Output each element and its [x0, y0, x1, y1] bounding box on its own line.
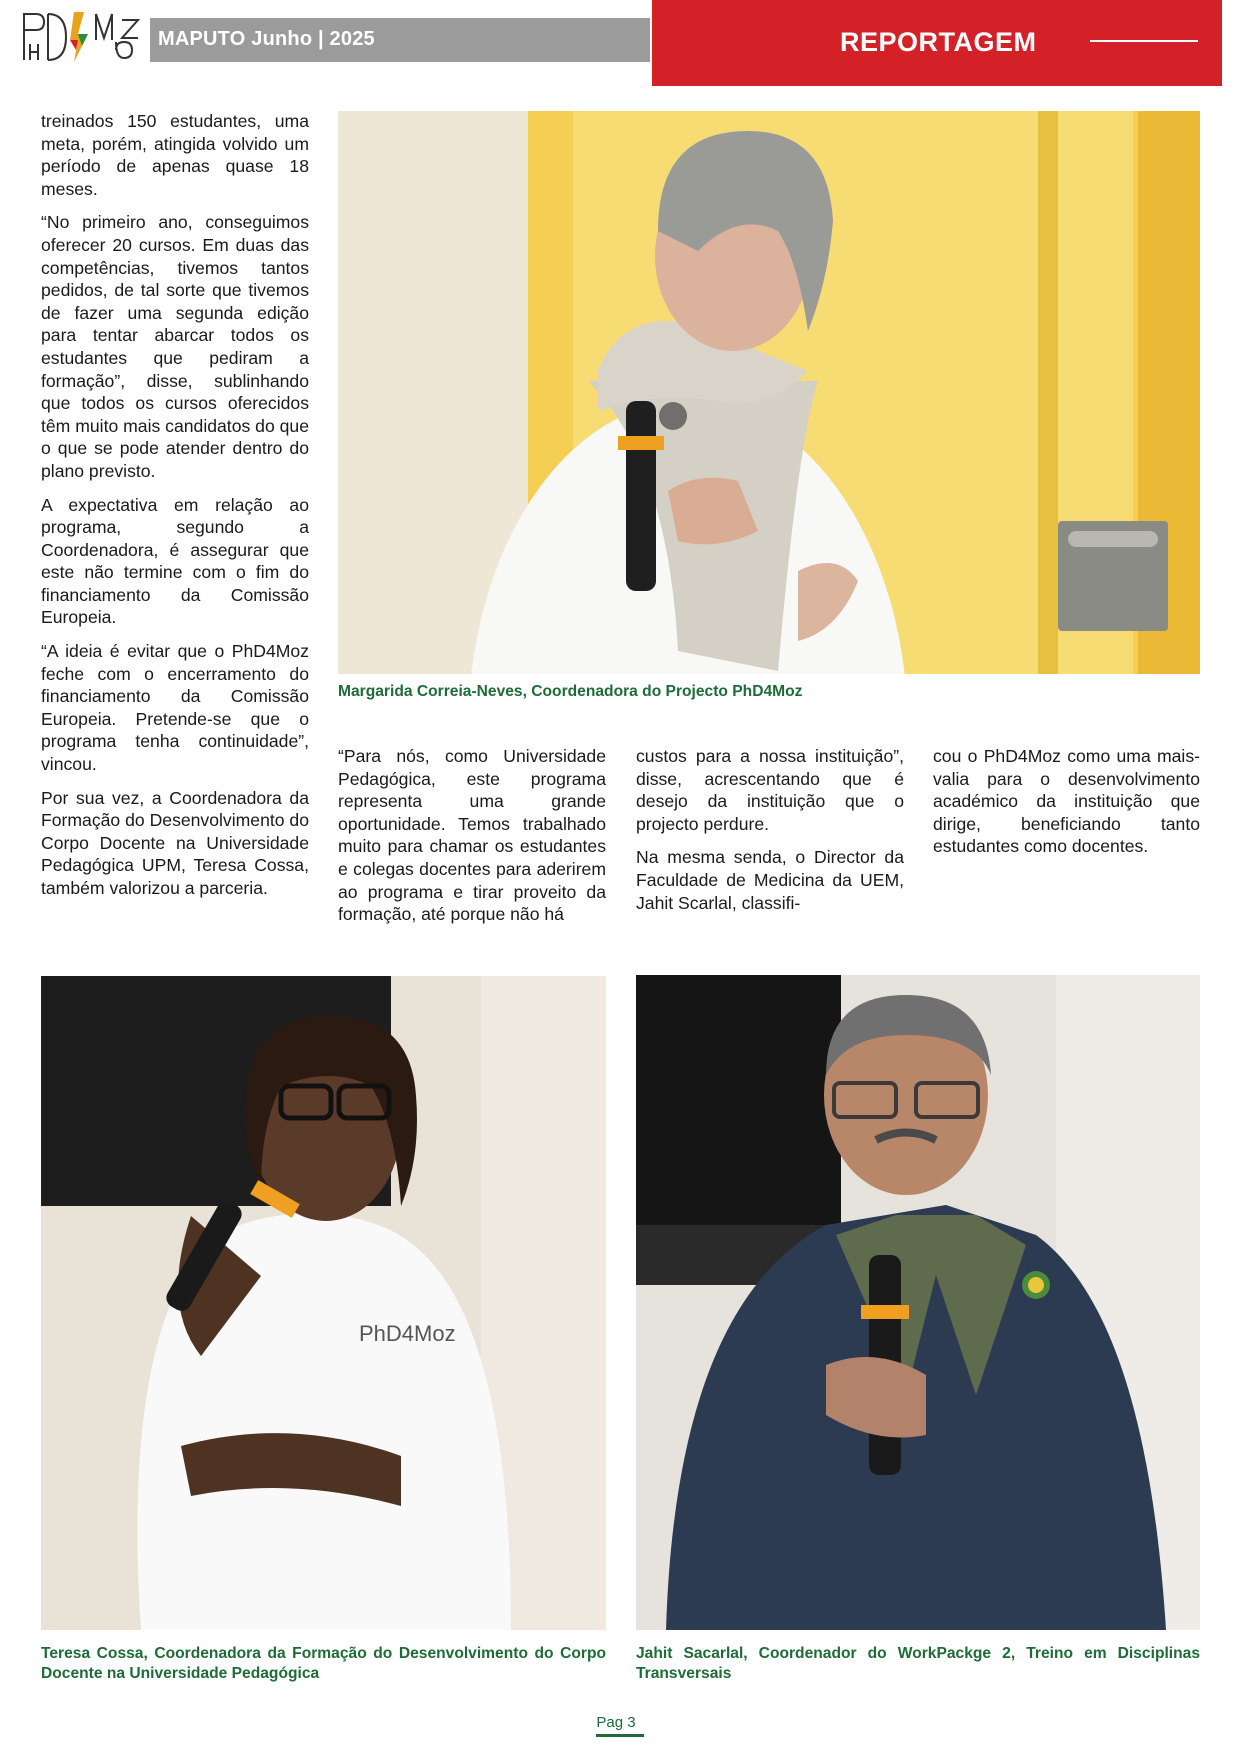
article-column-1 [41, 110, 309, 900]
section-title-rule [1090, 40, 1198, 42]
photo-caption-left: Teresa Cossa, Coordenadora da Formação do Desenvolvimento do Corpo Docente na Universidade Pedagógica [41, 1645, 606, 1682]
paragraph: A expectativa em relação ao programa, segundo a Coordenadora, é assegurar que este não termine com o fim do financiamento da Comissão Europeia. [41, 494, 309, 628]
section-title: REPORTAGEM [840, 27, 1037, 57]
shirt-logo [359, 1321, 456, 1346]
article-column-4 [933, 745, 1200, 858]
photo-teresa-cossa [41, 976, 606, 1630]
page-number: Pag 3 [596, 1714, 636, 1731]
paragraph: cou o PhD4Moz como uma mais-valia para o desenvolvimento académico da instituição que dirige, beneficiando tanto estudantes como docentes. [933, 746, 1200, 857]
article-column-2 [338, 745, 606, 926]
photo-caption-right: Jahit Sacarlal, Coordenador do WorkPackge 2, Treino em Disciplinas Transversais [636, 1645, 1200, 1682]
svg-text:PhD4Moz: PhD4Moz [359, 1321, 456, 1346]
article-column-3 [636, 745, 904, 914]
issue-date: MAPUTO Junho | 2025 [158, 28, 375, 50]
paragraph: Na mesma senda, o Director da Faculdade de Medicina da UEM, Jahit Scarlal, classifi- [636, 847, 904, 913]
photo-caption-top: Margarida Correia-Neves, Coordenadora do Projecto PhD4Moz [338, 683, 803, 700]
photo-margarida-correia-neves [338, 111, 1200, 674]
paragraph: “Para nós, como Universidade Pedagógica, este programa representa uma grande oportunidade. Temos trabalhado muito para chamar os estudantes e colegas docentes para aderirem ao programa e tirar proveito da formação, até porque não há [338, 746, 606, 925]
paragraph: treinados 150 estudantes, uma meta, porém, atingida volvido um período de apenas quase 18 meses. [41, 111, 309, 199]
paragraph: custos para a nossa instituição”, disse, acrescentando que é desejo da instituição que o projecto perdure. [636, 746, 904, 834]
paragraph: “No primeiro ano, conseguimos oferecer 20 cursos. Em duas das competências, tivemos tantos pedidos, de tal sorte que tivemos de fazer uma segunda edição para tentar abarcar todos os estudantes que pediram a formação”, disse, sublinhando que todos os cursos oferecidos têm muito mais candidatos do que o que se pode atender dentro do plano previsto. [41, 212, 309, 481]
photo-jahit-sacarlal [636, 975, 1200, 1630]
phd4moz-logo [22, 10, 140, 64]
page-number-underline [596, 1734, 644, 1737]
paragraph: Por sua vez, a Coordenadora da Formação do Desenvolvimento do Corpo Docente na Universidade Pedagógica UPM, Teresa Cossa, também valorizou a parceria. [41, 787, 309, 898]
paragraph: “A ideia é evitar que o PhD4Moz feche com o encerramento do financiamento da Comissão Europeia. Pretende-se que o programa tenha continuidade”, vincou. [41, 641, 309, 775]
